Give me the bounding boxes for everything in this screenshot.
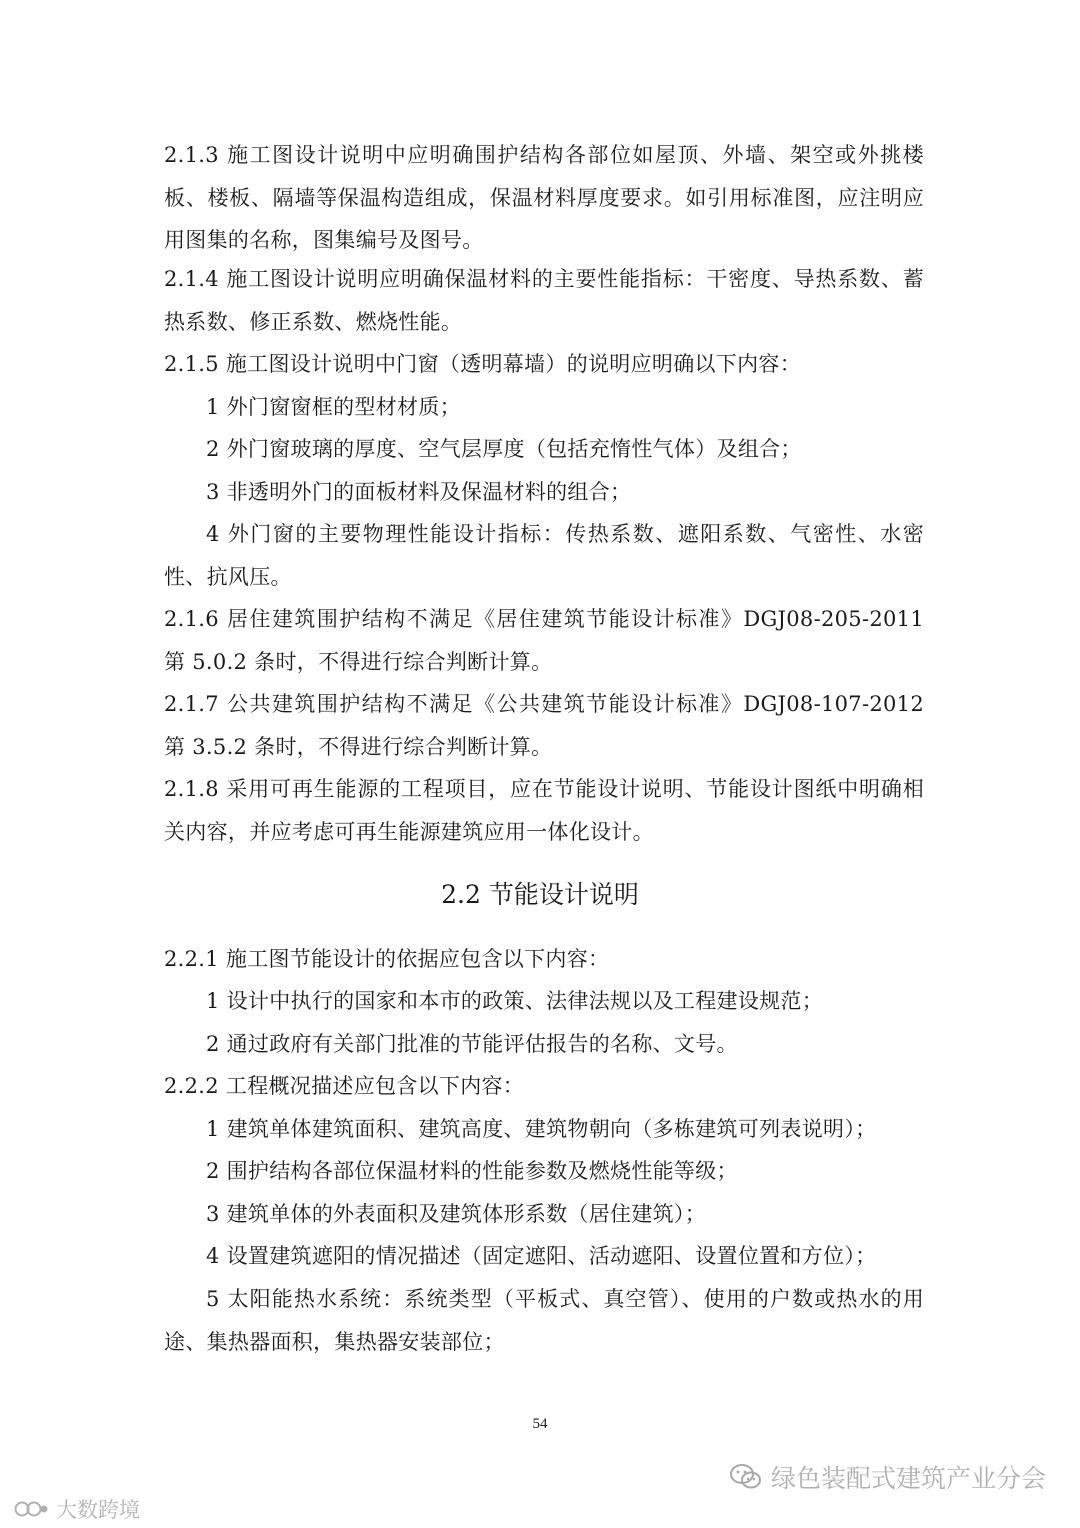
page-number: 54 [532,1416,548,1432]
clause-2-2-2-item-1: 1 建筑单体建筑面积、建筑高度、建筑物朝向（多栋建筑可列表说明）； [206,1117,877,1141]
logo-icon [14,1498,50,1520]
clause-2-1-6: 2.1.6 居住建筑围护结构不满足《居住建筑节能设计标准》DGJ08-205-2011 第 5.0.2 条时，不得进行综合判断计算。 [164,607,924,674]
clause-2-1-5: 2.1.5 施工图设计说明中门窗（透明幕墙）的说明应明确以下内容： [164,352,802,376]
clause-2-2-1-item-1: 1 设计中执行的国家和本市的政策、法律法规以及工程建设规范； [206,989,824,1013]
clause-2-1-4: 2.1.4 施工图设计说明应明确保温材料的主要性能指标：干密度、导热系数、蓄热系数、修正系数、燃烧性能。 [164,267,924,334]
clause-2-2-2-item-2: 2 围护结构各部位保温材料的性能参数及燃烧性能等级； [206,1159,738,1183]
clause-2-2-1-item-2: 2 通过政府有关部门批准的节能评估报告的名称、文号。 [206,1032,738,1056]
clause-2-2-2-item-3: 3 建筑单体的外表面积及建筑体形系数（居住建筑）； [206,1202,707,1226]
clause-2-1-5-item-3: 3 非透明外门的面板材料及保温材料的组合； [206,480,632,504]
clause-2-2-2-item-4: 4 设置建筑遮阳的情况描述（固定遮阳、活动遮阳、设置位置和方位）； [206,1244,877,1268]
clause-2-2-2: 2.2.2 工程概况描述应包含以下内容： [164,1074,525,1098]
clause-2-1-7: 2.1.7 公共建筑围护结构不满足《公共建筑节能设计标准》DGJ08-107-2012 第 3.5.2 条时，不得进行综合判断计算。 [164,692,924,759]
watermark-right-text: 绿色装配式建筑产业分会 [770,1464,1046,1493]
section-heading: 2.2 节能设计说明 [441,880,639,909]
clause-2-1-5-item-1: 1 外门窗窗框的型材材质； [206,395,461,419]
clause-2-1-5-item-4: 4 外门窗的主要物理性能设计指标：传热系数、遮阳系数、气密性、水密性、抗风压。 [164,522,924,589]
clause-2-1-3: 2.1.3 施工图设计说明中应明确围护结构各部位如屋顶、外墙、架空或外挑楼板、楼板、隔墙等保温构造组成，保温材料厚度要求。如引用标准图，应注明应用图集的名称，图集编号及图号。 [164,143,924,252]
clause-2-2-1: 2.2.1 施工图节能设计的依据应包含以下内容： [164,947,610,971]
clause-2-1-8: 2.1.8 采用可再生能源的工程项目，应在节能设计说明、节能设计图纸中明确相关内容，并应考虑可再生能源建筑应用一体化设计。 [164,777,924,844]
watermark-left-text: 大数跨境 [56,1498,140,1522]
wechat-icon [729,1463,763,1491]
watermark-right [729,1459,1046,1495]
clause-2-1-5-item-2: 2 外门窗玻璃的厚度、空气层厚度（包括充惰性气体）及组合； [206,437,802,461]
watermark-left [14,1494,140,1524]
clause-2-2-2-item-5: 5 太阳能热水系统：系统类型（平板式、真空管）、使用的户数或热水的用途、集热器面积，集热器安装部位； [164,1287,924,1354]
